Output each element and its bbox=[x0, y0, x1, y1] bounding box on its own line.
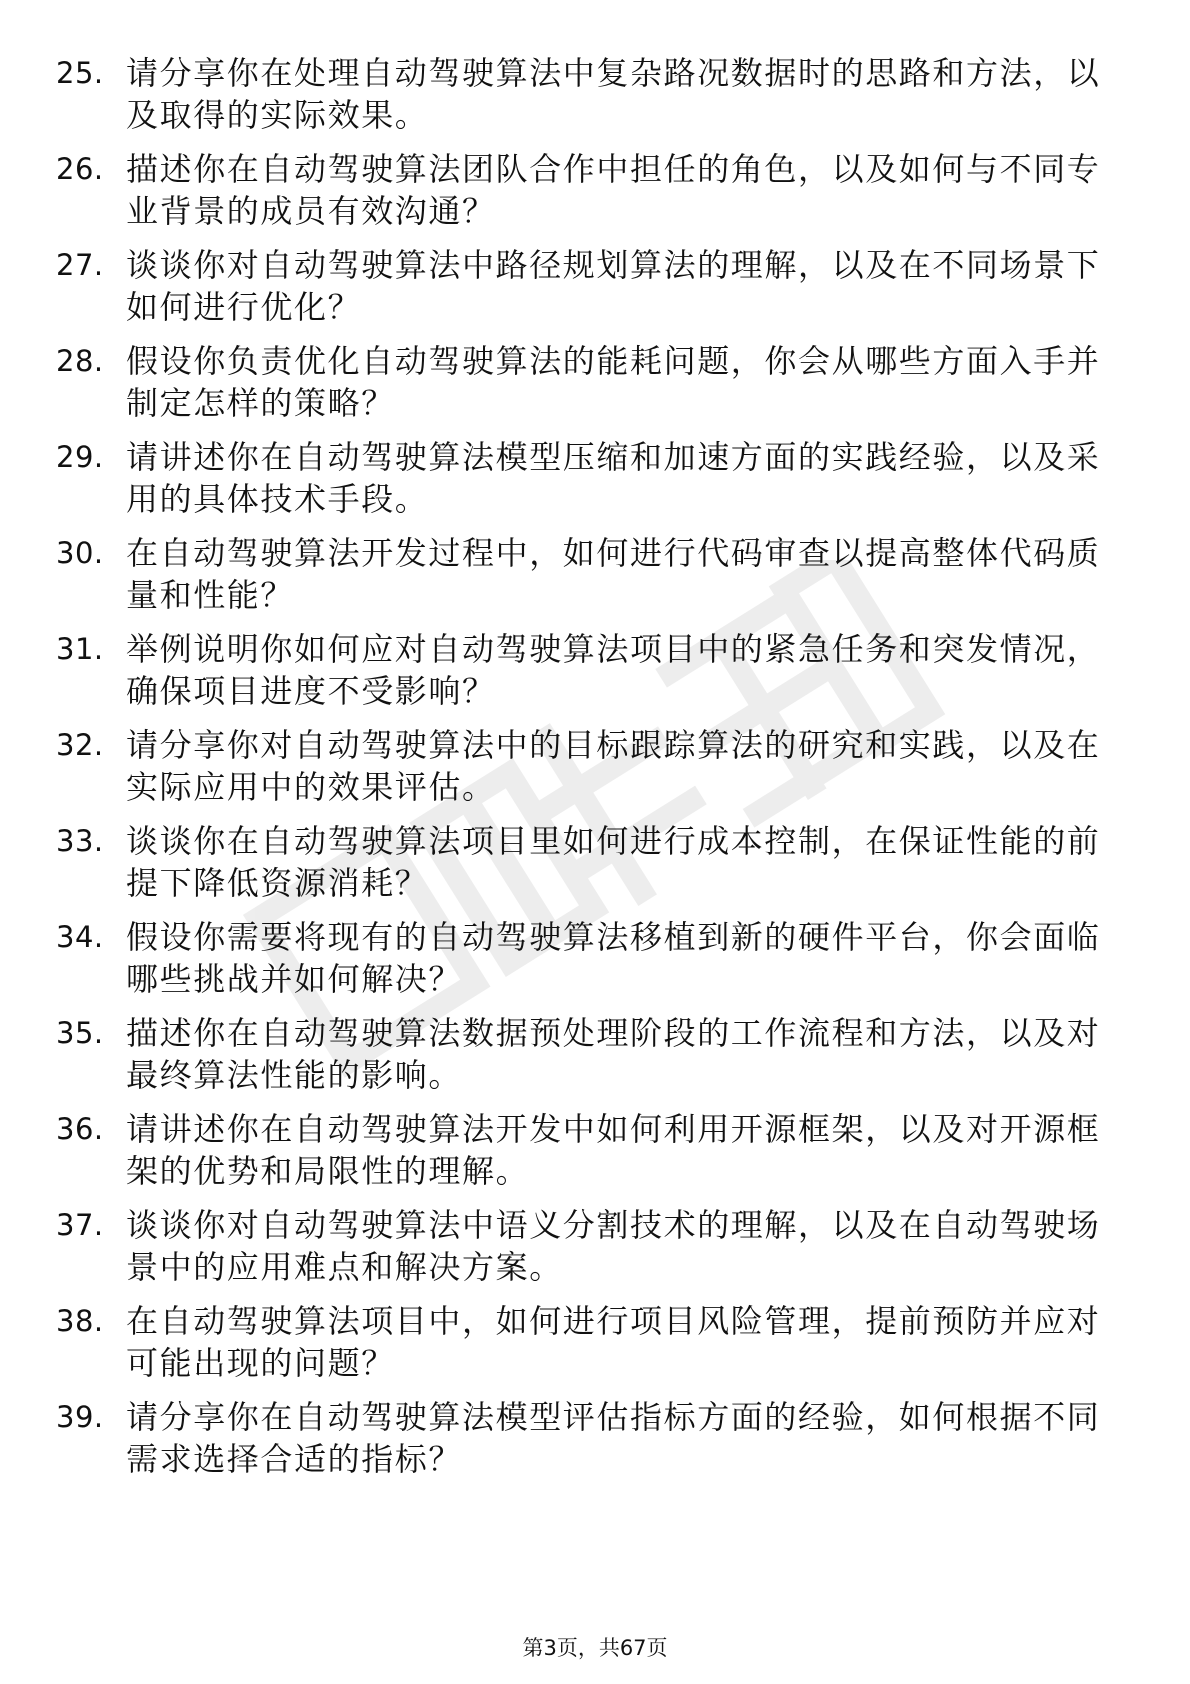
list-item bbox=[56, 244, 1116, 340]
list-item bbox=[56, 148, 1116, 244]
list-item bbox=[56, 340, 1116, 436]
list-item bbox=[56, 1108, 1116, 1204]
question-text: 请分享你在处理自动驾驶算法中复杂路况数据时的思路和方法，以及取得的实际效果。 bbox=[126, 54, 1101, 134]
question-text: 描述你在自动驾驶算法团队合作中担任的角色，以及如何与不同专业背景的成员有效沟通？ bbox=[126, 150, 1101, 230]
list-item bbox=[56, 1300, 1116, 1396]
question-list bbox=[56, 52, 1116, 1492]
question-text: 请讲述你在自动驾驶算法开发中如何利用开源框架，以及对开源框架的优势和局限性的理解。 bbox=[126, 1110, 1101, 1190]
question-text: 假设你负责优化自动驾驶算法的能耗问题，你会从哪些方面入手并制定怎样的策略？ bbox=[126, 342, 1101, 422]
question-number: 33. bbox=[56, 824, 104, 858]
question-number: 38. bbox=[56, 1304, 104, 1338]
question-text: 谈谈你对自动驾驶算法中语义分割技术的理解，以及在自动驾驶场景中的应用难点和解决方案。 bbox=[126, 1206, 1101, 1286]
question-text: 请讲述你在自动驾驶算法模型压缩和加速方面的实践经验，以及采用的具体技术手段。 bbox=[126, 438, 1101, 518]
question-number: 28. bbox=[56, 344, 104, 378]
list-item bbox=[56, 628, 1116, 724]
list-item bbox=[56, 1396, 1116, 1492]
question-text: 请分享你在自动驾驶算法模型评估指标方面的经验，如何根据不同需求选择合适的指标？ bbox=[126, 1398, 1101, 1478]
question-number: 34. bbox=[56, 920, 104, 954]
question-number: 31. bbox=[56, 632, 104, 666]
question-text: 假设你需要将现有的自动驾驶算法移植到新的硬件平台，你会面临哪些挑战并如何解决？ bbox=[126, 918, 1101, 998]
list-item bbox=[56, 52, 1116, 148]
question-text: 举例说明你如何应对自动驾驶算法项目中的紧急任务和突发情况，确保项目进度不受影响？ bbox=[126, 630, 1101, 710]
question-number: 39. bbox=[56, 1400, 104, 1434]
list-item bbox=[56, 916, 1116, 1012]
question-number: 26. bbox=[56, 152, 104, 186]
question-number: 36. bbox=[56, 1112, 104, 1146]
question-number: 27. bbox=[56, 248, 104, 282]
question-text: 在自动驾驶算法开发过程中，如何进行代码审查以提高整体代码质量和性能？ bbox=[126, 534, 1101, 614]
list-item bbox=[56, 1204, 1116, 1300]
page-footer: 第3页，共67页 bbox=[522, 1636, 668, 1660]
list-item bbox=[56, 532, 1116, 628]
question-number: 32. bbox=[56, 728, 104, 762]
question-number: 25. bbox=[56, 56, 104, 90]
question-number: 30. bbox=[56, 536, 104, 570]
list-item bbox=[56, 436, 1116, 532]
question-number: 37. bbox=[56, 1208, 104, 1242]
question-text: 在自动驾驶算法项目中，如何进行项目风险管理，提前预防并应对可能出现的问题？ bbox=[126, 1302, 1101, 1382]
question-text: 请分享你对自动驾驶算法中的目标跟踪算法的研究和实践，以及在实际应用中的效果评估。 bbox=[126, 726, 1101, 806]
question-number: 29. bbox=[56, 440, 104, 474]
question-text: 谈谈你对自动驾驶算法中路径规划算法的理解，以及在不同场景下如何进行优化？ bbox=[126, 246, 1101, 326]
list-item bbox=[56, 724, 1116, 820]
question-text: 描述你在自动驾驶算法数据预处理阶段的工作流程和方法，以及对最终算法性能的影响。 bbox=[126, 1014, 1101, 1094]
list-item bbox=[56, 820, 1116, 916]
list-item bbox=[56, 1012, 1116, 1108]
question-text: 谈谈你在自动驾驶算法项目里如何进行成本控制，在保证性能的前提下降低资源消耗？ bbox=[126, 822, 1101, 902]
question-number: 35. bbox=[56, 1016, 104, 1050]
